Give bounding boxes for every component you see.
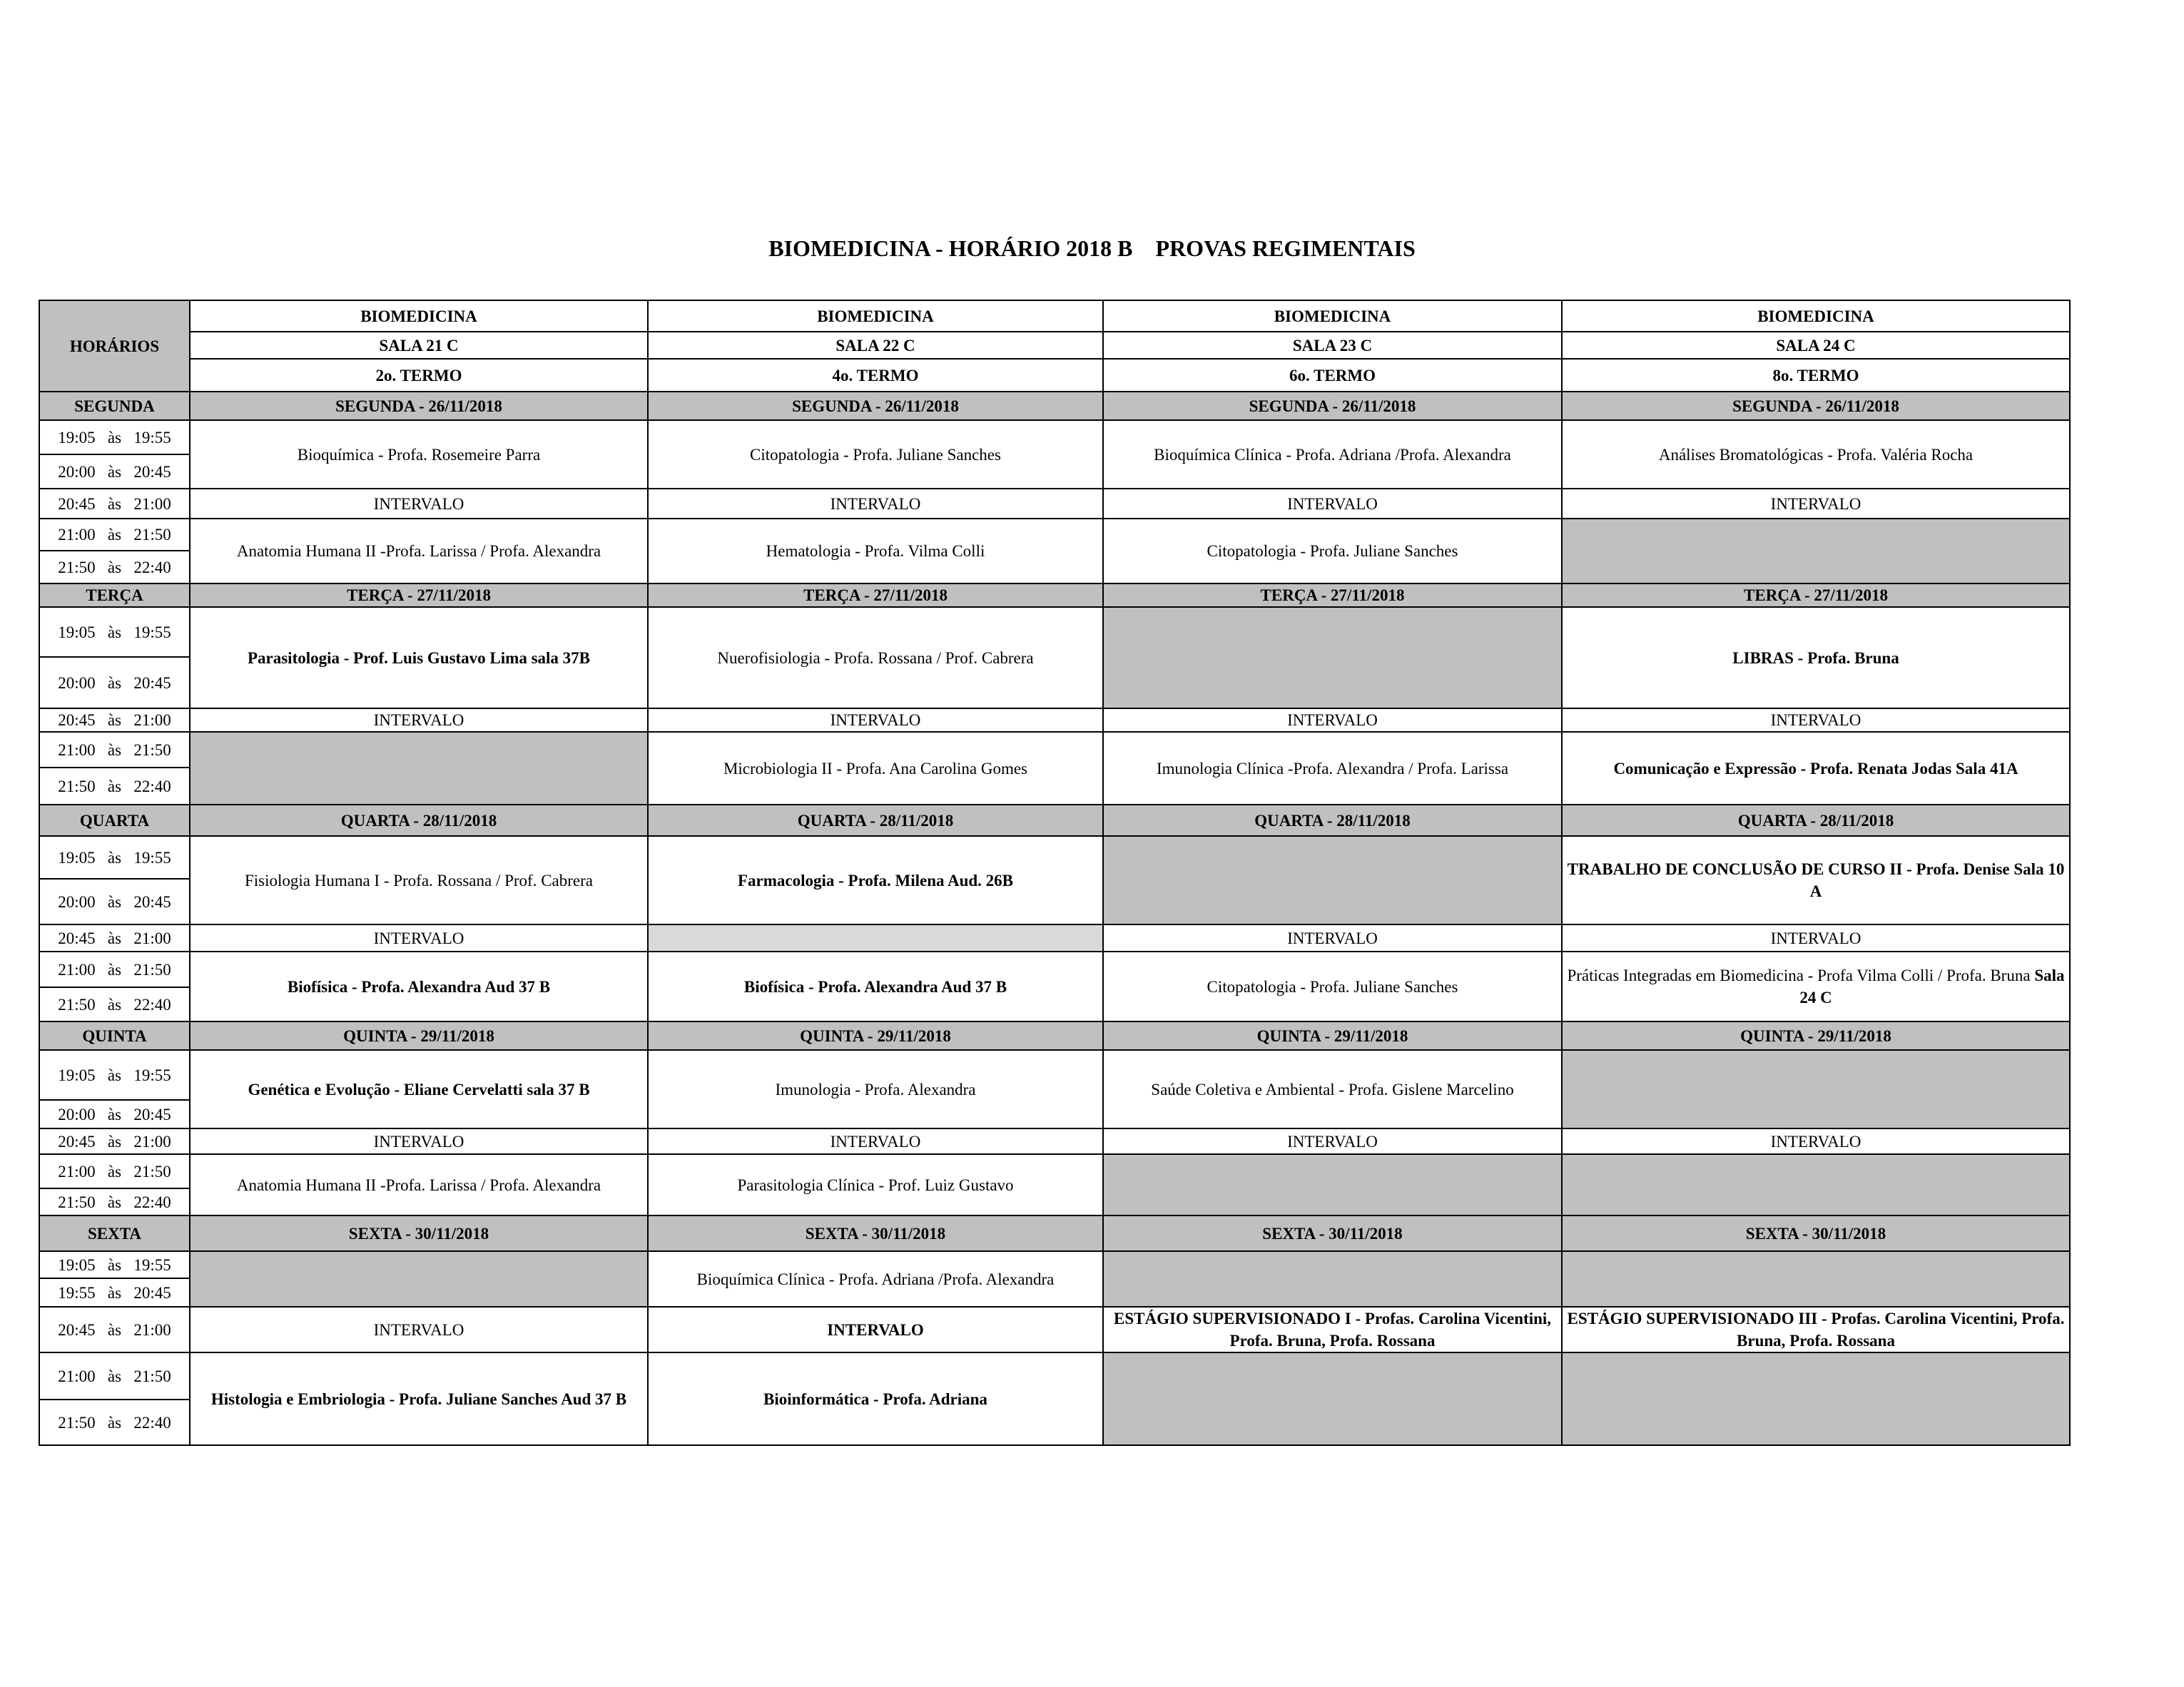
day-date: SEXTA - 30/11/2018: [1562, 1215, 2070, 1251]
day-date: QUINTA - 29/11/2018: [190, 1021, 648, 1050]
class-cell: Saúde Coletiva e Ambiental - Profa. Gislene Marcelino: [1103, 1050, 1562, 1128]
day-label: SEXTA: [39, 1215, 190, 1251]
time-slot: 20:45 às 21:00: [39, 924, 190, 952]
interval-cell: INTERVALO: [648, 489, 1103, 519]
course-header: BIOMEDICINA: [1562, 300, 2070, 332]
class-cell: Imunologia - Profa. Alexandra: [648, 1050, 1103, 1128]
day-date: SEGUNDA - 26/11/2018: [190, 392, 648, 420]
day-label: SEGUNDA: [39, 392, 190, 420]
empty-cell: [190, 1251, 648, 1307]
class-cell: Comunicação e Expressão - Profa. Renata Jodas Sala 41A: [1562, 732, 2070, 805]
class-cell: Nuerofisiologia - Profa. Rossana / Prof. Cabrera: [648, 607, 1103, 708]
interval-cell: INTERVALO: [1103, 708, 1562, 732]
class-cell: Biofísica - Profa. Alexandra Aud 37 B: [648, 952, 1103, 1021]
term-header: 4o. TERMO: [648, 359, 1103, 392]
empty-cell: [1562, 519, 2070, 583]
class-cell: Histologia e Embriologia - Profa. Juliane Sanches Aud 37 B: [190, 1352, 648, 1445]
class-cell: TRABALHO DE CONCLUSÃO DE CURSO II - Profa. Denise Sala 10 A: [1562, 836, 2070, 924]
interval-cell: INTERVALO: [1562, 1128, 2070, 1154]
time-slot: 20:00 às 20:45: [39, 1100, 190, 1128]
time-slot: 20:45 às 21:00: [39, 1128, 190, 1154]
term-header: 8o. TERMO: [1562, 359, 2070, 392]
interval-cell: INTERVALO: [1103, 924, 1562, 952]
class-cell: Citopatologia - Profa. Juliane Sanches: [1103, 519, 1562, 583]
interval-cell: INTERVALO: [648, 708, 1103, 732]
day-label: QUARTA: [39, 805, 190, 836]
time-slot: 21:00 às 21:50: [39, 732, 190, 768]
day-date: SEXTA - 30/11/2018: [648, 1215, 1103, 1251]
horarios-header: HORÁRIOS: [39, 300, 190, 392]
interval-cell: INTERVALO: [190, 489, 648, 519]
day-date: TERÇA - 27/11/2018: [190, 583, 648, 607]
time-slot: 21:50 às 22:40: [39, 1400, 190, 1445]
empty-cell: [648, 924, 1103, 952]
day-date: SEXTA - 30/11/2018: [1103, 1215, 1562, 1251]
class-cell: Genética e Evolução - Eliane Cervelatti sala 37 B: [190, 1050, 648, 1128]
interval-cell: INTERVALO: [648, 1128, 1103, 1154]
class-cell: LIBRAS - Profa. Bruna: [1562, 607, 2070, 708]
day-date: SEGUNDA - 26/11/2018: [1103, 392, 1562, 420]
time-slot: 19:05 às 19:55: [39, 1251, 190, 1278]
time-slot: 20:45 às 21:00: [39, 489, 190, 519]
day-date: QUINTA - 29/11/2018: [1103, 1021, 1562, 1050]
room-note: Sala 24 C: [1799, 967, 2065, 1006]
class-cell: Anatomia Humana II -Profa. Larissa / Profa. Alexandra: [190, 1154, 648, 1215]
time-slot: 21:00 às 21:50: [39, 952, 190, 987]
room-header: SALA 24 C: [1562, 332, 2070, 359]
empty-cell: [1562, 1251, 2070, 1307]
time-slot: 21:50 às 22:40: [39, 768, 190, 805]
time-slot: 21:50 às 22:40: [39, 987, 190, 1021]
day-date: QUARTA - 28/11/2018: [190, 805, 648, 836]
time-slot: 20:00 às 20:45: [39, 454, 190, 489]
schedule-table: [39, 300, 2071, 1446]
interval-cell: INTERVALO: [190, 708, 648, 732]
time-slot: 20:45 às 21:00: [39, 708, 190, 732]
term-header: 6o. TERMO: [1103, 359, 1562, 392]
day-date: QUINTA - 29/11/2018: [648, 1021, 1103, 1050]
empty-cell: [190, 732, 648, 805]
day-date: QUINTA - 29/11/2018: [1562, 1021, 2070, 1050]
class-cell: Bioinformática - Profa. Adriana: [648, 1352, 1103, 1445]
empty-cell: [1103, 1251, 1562, 1307]
class-cell: Hematologia - Profa. Vilma Colli: [648, 519, 1103, 583]
time-slot: 21:00 às 21:50: [39, 1154, 190, 1188]
time-slot: 20:00 às 20:45: [39, 879, 190, 924]
term-header: 2o. TERMO: [190, 359, 648, 392]
interval-cell: INTERVALO: [648, 1307, 1103, 1352]
day-date: SEGUNDA - 26/11/2018: [648, 392, 1103, 420]
class-cell: Citopatologia - Profa. Juliane Sanches: [1103, 952, 1562, 1021]
time-slot: 19:05 às 19:55: [39, 1050, 190, 1100]
class-cell: ESTÁGIO SUPERVISIONADO I - Profas. Carolina Vicentini, Profa. Bruna, Profa. Rossana: [1103, 1307, 1562, 1352]
class-cell: Biofísica - Profa. Alexandra Aud 37 B: [190, 952, 648, 1021]
class-cell: Bioquímica Clínica - Profa. Adriana /Profa. Alexandra: [1103, 420, 1562, 489]
interval-cell: INTERVALO: [1562, 489, 2070, 519]
day-date: QUARTA - 28/11/2018: [1103, 805, 1562, 836]
interval-cell: INTERVALO: [1562, 708, 2070, 732]
course-header: BIOMEDICINA: [648, 300, 1103, 332]
room-header: SALA 23 C: [1103, 332, 1562, 359]
empty-cell: [1562, 1050, 2070, 1128]
day-date: TERÇA - 27/11/2018: [1562, 583, 2070, 607]
time-slot: 21:50 às 22:40: [39, 1188, 190, 1215]
empty-cell: [1103, 836, 1562, 924]
interval-cell: INTERVALO: [1103, 1128, 1562, 1154]
time-slot: 19:05 às 19:55: [39, 607, 190, 657]
time-slot: 19:05 às 19:55: [39, 420, 190, 454]
day-date: SEGUNDA - 26/11/2018: [1562, 392, 2070, 420]
course-header: BIOMEDICINA: [190, 300, 648, 332]
class-cell: Citopatologia - Profa. Juliane Sanches: [648, 420, 1103, 489]
day-date: SEXTA - 30/11/2018: [190, 1215, 648, 1251]
day-label: TERÇA: [39, 583, 190, 607]
time-slot: 19:55 às 20:45: [39, 1278, 190, 1307]
time-slot: 21:00 às 21:50: [39, 1352, 190, 1400]
day-date: TERÇA - 27/11/2018: [648, 583, 1103, 607]
class-cell: Parasitologia - Prof. Luis Gustavo Lima sala 37B: [190, 607, 648, 708]
class-cell: Parasitologia Clínica - Prof. Luiz Gustavo: [648, 1154, 1103, 1215]
class-cell: Anatomia Humana II -Profa. Larissa / Profa. Alexandra: [190, 519, 648, 583]
empty-cell: [1103, 607, 1562, 708]
empty-cell: [1562, 1352, 2070, 1445]
time-slot: 20:00 às 20:45: [39, 657, 190, 708]
class-cell: Microbiologia II - Profa. Ana Carolina Gomes: [648, 732, 1103, 805]
empty-cell: [1103, 1154, 1562, 1215]
time-slot: 21:00 às 21:50: [39, 519, 190, 551]
class-cell: Fisiologia Humana I - Profa. Rossana / Prof. Cabrera: [190, 836, 648, 924]
room-header: SALA 22 C: [648, 332, 1103, 359]
room-header: SALA 21 C: [190, 332, 648, 359]
time-slot: 20:45 às 21:00: [39, 1307, 190, 1352]
day-label: QUINTA: [39, 1021, 190, 1050]
empty-cell: [1103, 1352, 1562, 1445]
course-header: BIOMEDICINA: [1103, 300, 1562, 332]
interval-cell: INTERVALO: [1562, 924, 2070, 952]
time-slot: 19:05 às 19:55: [39, 836, 190, 879]
day-date: QUARTA - 28/11/2018: [1562, 805, 2070, 836]
class-cell: [1562, 952, 2070, 1021]
class-cell: Imunologia Clínica -Profa. Alexandra / Profa. Larissa: [1103, 732, 1562, 805]
interval-cell: INTERVALO: [1103, 489, 1562, 519]
class-cell: ESTÁGIO SUPERVISIONADO III - Profas. Carolina Vicentini, Profa. Bruna, Profa. Rossana: [1562, 1307, 2070, 1352]
class-text: Práticas Integradas em Biomedicina - Profa Vilma Colli / Profa. Bruna: [1567, 967, 2035, 984]
class-cell: Farmacologia - Profa. Milena Aud. 26B: [648, 836, 1103, 924]
page-title: BIOMEDICINA - HORÁRIO 2018 B PROVAS REGIMENTAIS: [768, 235, 1416, 261]
time-slot: 21:50 às 22:40: [39, 551, 190, 583]
class-cell: Análises Bromatológicas - Profa. Valéria Rocha: [1562, 420, 2070, 489]
day-date: TERÇA - 27/11/2018: [1103, 583, 1562, 607]
interval-cell: INTERVALO: [190, 924, 648, 952]
class-cell: Bioquímica - Profa. Rosemeire Parra: [190, 420, 648, 489]
day-date: QUARTA - 28/11/2018: [648, 805, 1103, 836]
empty-cell: [1562, 1154, 2070, 1215]
class-cell: Bioquímica Clínica - Profa. Adriana /Profa. Alexandra: [648, 1251, 1103, 1307]
interval-cell: INTERVALO: [190, 1128, 648, 1154]
interval-cell: INTERVALO: [190, 1307, 648, 1352]
